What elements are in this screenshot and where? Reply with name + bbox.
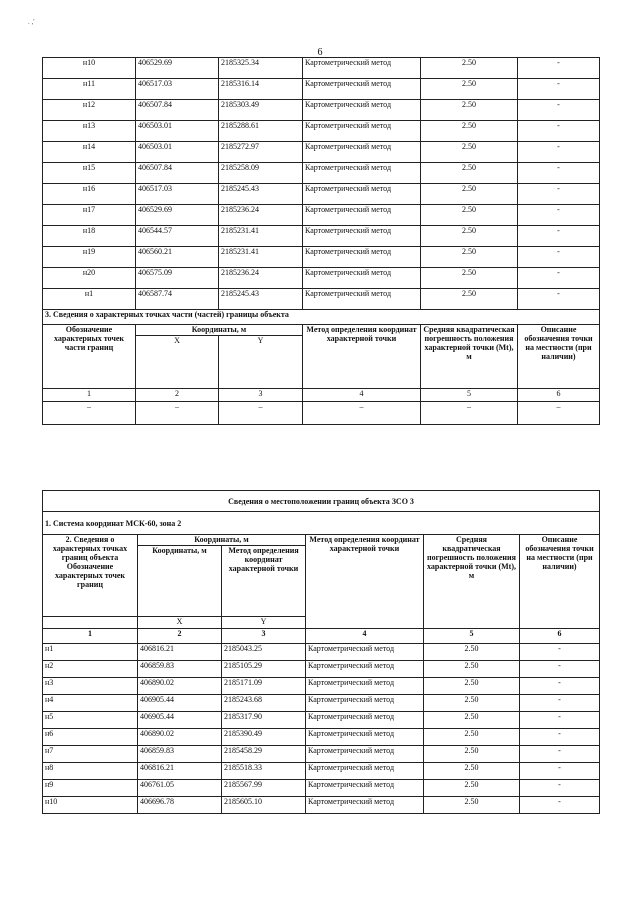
coord-x: 406696.78: [138, 797, 222, 814]
accuracy-cell: 2.50: [424, 797, 520, 814]
method-cell: Картометрический метод: [306, 746, 424, 763]
table-row: [43, 644, 600, 661]
point-id: н14: [43, 142, 136, 163]
method-cell: Картометрический метод: [303, 58, 421, 79]
accuracy-cell: 2.50: [424, 661, 520, 678]
corner-mark: . ,': [28, 18, 35, 26]
desc-cell: -: [520, 678, 600, 695]
coord-x: 406529.69: [136, 205, 219, 226]
point-id: н15: [43, 163, 136, 184]
accuracy-cell: 2.50: [424, 763, 520, 780]
point-id: н11: [43, 79, 136, 100]
accuracy-cell: 2.50: [424, 644, 520, 661]
point-id: н19: [43, 247, 136, 268]
coord-x: 406560.21: [136, 247, 219, 268]
s3-empty-1: –: [43, 402, 136, 425]
accuracy-cell: 2.50: [421, 58, 518, 79]
table-row: [43, 184, 600, 205]
coord-y: 2185605.10: [222, 797, 306, 814]
zso3-h-coords2: Координаты, м: [138, 546, 222, 617]
point-id: н2: [43, 661, 138, 678]
desc-cell: -: [518, 226, 600, 247]
method-cell: Картометрический метод: [303, 163, 421, 184]
page-number: 6: [317, 47, 323, 58]
point-id: н4: [43, 695, 138, 712]
table-row: [43, 289, 600, 310]
accuracy-cell: 2.50: [421, 184, 518, 205]
accuracy-cell: 2.50: [424, 729, 520, 746]
zso3-h-method: Метод определения координат характерной точки: [306, 535, 424, 629]
table-row: [43, 268, 600, 289]
table-row: [43, 121, 600, 142]
accuracy-cell: 2.50: [421, 205, 518, 226]
coord-y: 2185236.24: [219, 268, 303, 289]
point-id: н20: [43, 268, 136, 289]
coord-y: 2185458.29: [222, 746, 306, 763]
point-id: н9: [43, 780, 138, 797]
coord-y: 2185245.43: [219, 289, 303, 310]
coord-y: 2185325.34: [219, 58, 303, 79]
method-cell: Картометрический метод: [303, 79, 421, 100]
coord-y: 2185245.43: [219, 184, 303, 205]
zso3-h-designation: 2. Сведения о характерных точках границ объекта Обозначение характерных точек границ: [43, 535, 138, 617]
coord-x: 406761.05: [138, 780, 222, 797]
table-row: [43, 729, 600, 746]
s3-h-y: Y: [219, 336, 303, 389]
coord-x: 406890.02: [138, 678, 222, 695]
zso3-rows: [43, 644, 600, 814]
table-row: [43, 226, 600, 247]
coord-y: 2185272.97: [219, 142, 303, 163]
s3-empty-5: –: [421, 402, 518, 425]
desc-cell: -: [518, 142, 600, 163]
s3-num-3: 3: [219, 389, 303, 402]
coord-x: 406503.01: [136, 121, 219, 142]
accuracy-cell: 2.50: [424, 746, 520, 763]
point-id: н17: [43, 205, 136, 226]
coord-y: 2185317.90: [222, 712, 306, 729]
zso3-system: 1. Система координат МСК-60, зона 2: [43, 512, 600, 535]
table-row: [43, 142, 600, 163]
s3-h-accuracy: Средняя квадратическая погрешность положения характерной точки (Mt), м: [421, 325, 518, 389]
s3-num-2: 2: [136, 389, 219, 402]
method-cell: Картометрический метод: [306, 661, 424, 678]
accuracy-cell: 2.50: [424, 678, 520, 695]
desc-cell: -: [518, 205, 600, 226]
desc-cell: -: [518, 79, 600, 100]
coord-y: 2185043.25: [222, 644, 306, 661]
desc-cell: -: [520, 729, 600, 746]
zso3-h-x: X: [138, 617, 222, 629]
point-id: н10: [43, 797, 138, 814]
accuracy-cell: 2.50: [421, 289, 518, 310]
zso3-h-accuracy: Средняя квадратическая погрешность положения характерной точки (Mt), м: [424, 535, 520, 629]
accuracy-cell: 2.50: [421, 163, 518, 184]
method-cell: Картометрический метод: [303, 142, 421, 163]
desc-cell: -: [520, 780, 600, 797]
coord-x: 406575.09: [136, 268, 219, 289]
table-row: [43, 58, 600, 79]
accuracy-cell: 2.50: [424, 695, 520, 712]
coord-y: 2185171.09: [222, 678, 306, 695]
coord-y: 2185258.09: [219, 163, 303, 184]
accuracy-cell: 2.50: [421, 79, 518, 100]
desc-cell: -: [518, 100, 600, 121]
desc-cell: -: [520, 644, 600, 661]
table-row: [43, 205, 600, 226]
coord-y: 2185316.14: [219, 79, 303, 100]
zso3-num-4: 4: [306, 629, 424, 644]
s3-h-desc: Описание обозначения точки на местности (при наличии): [518, 325, 600, 389]
coord-y: 2185390.49: [222, 729, 306, 746]
table-row: [43, 661, 600, 678]
method-cell: Картометрический метод: [306, 763, 424, 780]
s3-empty-6: –: [518, 402, 600, 425]
point-id: н10: [43, 58, 136, 79]
method-cell: Картометрический метод: [306, 678, 424, 695]
desc-cell: -: [520, 712, 600, 729]
table-row: [43, 678, 600, 695]
zso3-num-2: 2: [138, 629, 222, 644]
desc-cell: -: [518, 121, 600, 142]
zso3-num-1: 1: [43, 629, 138, 644]
method-cell: Картометрический метод: [303, 289, 421, 310]
section3: [43, 310, 600, 425]
zso3-num-5: 5: [424, 629, 520, 644]
coord-x: 406816.21: [138, 644, 222, 661]
s3-num-5: 5: [421, 389, 518, 402]
method-cell: Картометрический метод: [303, 205, 421, 226]
point-id: н3: [43, 678, 138, 695]
method-cell: Картометрический метод: [306, 695, 424, 712]
point-id: н18: [43, 226, 136, 247]
accuracy-cell: 2.50: [421, 100, 518, 121]
coord-x: 406890.02: [138, 729, 222, 746]
coord-x: 406905.44: [138, 712, 222, 729]
zso3-header: [43, 491, 600, 644]
s3-h-method: Метод определения координат характерной точки: [303, 325, 421, 389]
upper-table: [42, 57, 600, 425]
desc-cell: -: [520, 661, 600, 678]
s3-h-coords: Координаты, м: [136, 325, 303, 336]
method-cell: Картометрический метод: [303, 184, 421, 205]
zso3-title: Сведения о местоположении границ объекта ЗСО 3: [43, 491, 600, 512]
coord-y: 2185567.99: [222, 780, 306, 797]
coord-x: 406859.83: [138, 661, 222, 678]
desc-cell: -: [518, 247, 600, 268]
coord-y: 2185236.24: [219, 205, 303, 226]
coord-y: 2185288.61: [219, 121, 303, 142]
desc-cell: -: [518, 184, 600, 205]
s3-empty-4: –: [303, 402, 421, 425]
method-cell: Картометрический метод: [303, 247, 421, 268]
desc-cell: -: [520, 797, 600, 814]
method-cell: Картометрический метод: [303, 226, 421, 247]
accuracy-cell: 2.50: [424, 780, 520, 797]
table-row: [43, 100, 600, 121]
s3-h-x: X: [136, 336, 219, 389]
section1-rows: [43, 58, 600, 310]
coord-x: 406905.44: [138, 695, 222, 712]
zso3-h-desc: Описание обозначения точки на местности (при наличии): [520, 535, 600, 629]
table-row: [43, 797, 600, 814]
zso3-h-y: Y: [222, 617, 306, 629]
s3-h-designation: Обозначение характерных точек части границ: [43, 325, 136, 389]
method-cell: Картометрический метод: [306, 729, 424, 746]
point-id: н12: [43, 100, 136, 121]
desc-cell: -: [518, 268, 600, 289]
point-id: н5: [43, 712, 138, 729]
coord-y: 2185243.68: [222, 695, 306, 712]
point-id: н8: [43, 763, 138, 780]
coord-x: 406507.84: [136, 163, 219, 184]
method-cell: Картометрический метод: [303, 121, 421, 142]
table-row: [43, 712, 600, 729]
s3-num-4: 4: [303, 389, 421, 402]
desc-cell: -: [520, 746, 600, 763]
coord-y: 2185518.33: [222, 763, 306, 780]
table-row: [43, 163, 600, 184]
section3-title: 3. Сведения о характерных точках части (частей) границы объекта: [43, 310, 600, 325]
table-row: [43, 763, 600, 780]
s3-empty-2: –: [136, 402, 219, 425]
coord-y: 2185231.41: [219, 247, 303, 268]
point-id: н16: [43, 184, 136, 205]
method-cell: Картометрический метод: [303, 268, 421, 289]
point-id: н1: [43, 644, 138, 661]
point-id: н7: [43, 746, 138, 763]
accuracy-cell: 2.50: [421, 247, 518, 268]
s3-num-6: 6: [518, 389, 600, 402]
coord-x: 406529.69: [136, 58, 219, 79]
table-row: [43, 695, 600, 712]
accuracy-cell: 2.50: [424, 712, 520, 729]
zso3-h-method-inner: Метод определения координат характерной точки: [222, 546, 306, 617]
coord-x: 406816.21: [138, 763, 222, 780]
table-row: [43, 746, 600, 763]
coord-y: 2185303.49: [219, 100, 303, 121]
method-cell: Картометрический метод: [303, 100, 421, 121]
method-cell: Картометрический метод: [306, 644, 424, 661]
coord-x: 406859.83: [138, 746, 222, 763]
s3-num-1: 1: [43, 389, 136, 402]
point-id: н13: [43, 121, 136, 142]
zso3-h-coords: Координаты, м: [138, 535, 306, 546]
accuracy-cell: 2.50: [421, 268, 518, 289]
zso3-num-6: 6: [520, 629, 600, 644]
s3-empty-3: –: [219, 402, 303, 425]
coord-y: 2185105.29: [222, 661, 306, 678]
desc-cell: -: [518, 289, 600, 310]
coord-x: 406503.01: [136, 142, 219, 163]
point-id: н1: [43, 289, 136, 310]
method-cell: Картометрический метод: [306, 712, 424, 729]
coord-x: 406517.03: [136, 79, 219, 100]
accuracy-cell: 2.50: [421, 226, 518, 247]
table-row: [43, 79, 600, 100]
desc-cell: -: [518, 58, 600, 79]
coord-x: 406517.03: [136, 184, 219, 205]
table-row: [43, 247, 600, 268]
coord-x: 406544.57: [136, 226, 219, 247]
method-cell: Картометрический метод: [306, 797, 424, 814]
zso3-h-blank: [43, 617, 138, 629]
coord-x: 406507.84: [136, 100, 219, 121]
accuracy-cell: 2.50: [421, 142, 518, 163]
coord-x: 406587.74: [136, 289, 219, 310]
accuracy-cell: 2.50: [421, 121, 518, 142]
point-id: н6: [43, 729, 138, 746]
desc-cell: -: [520, 763, 600, 780]
method-cell: Картометрический метод: [306, 780, 424, 797]
desc-cell: -: [518, 163, 600, 184]
zso3-table: [42, 490, 600, 814]
table-row: [43, 780, 600, 797]
zso3-num-3: 3: [222, 629, 306, 644]
coord-y: 2185231.41: [219, 226, 303, 247]
desc-cell: -: [520, 695, 600, 712]
